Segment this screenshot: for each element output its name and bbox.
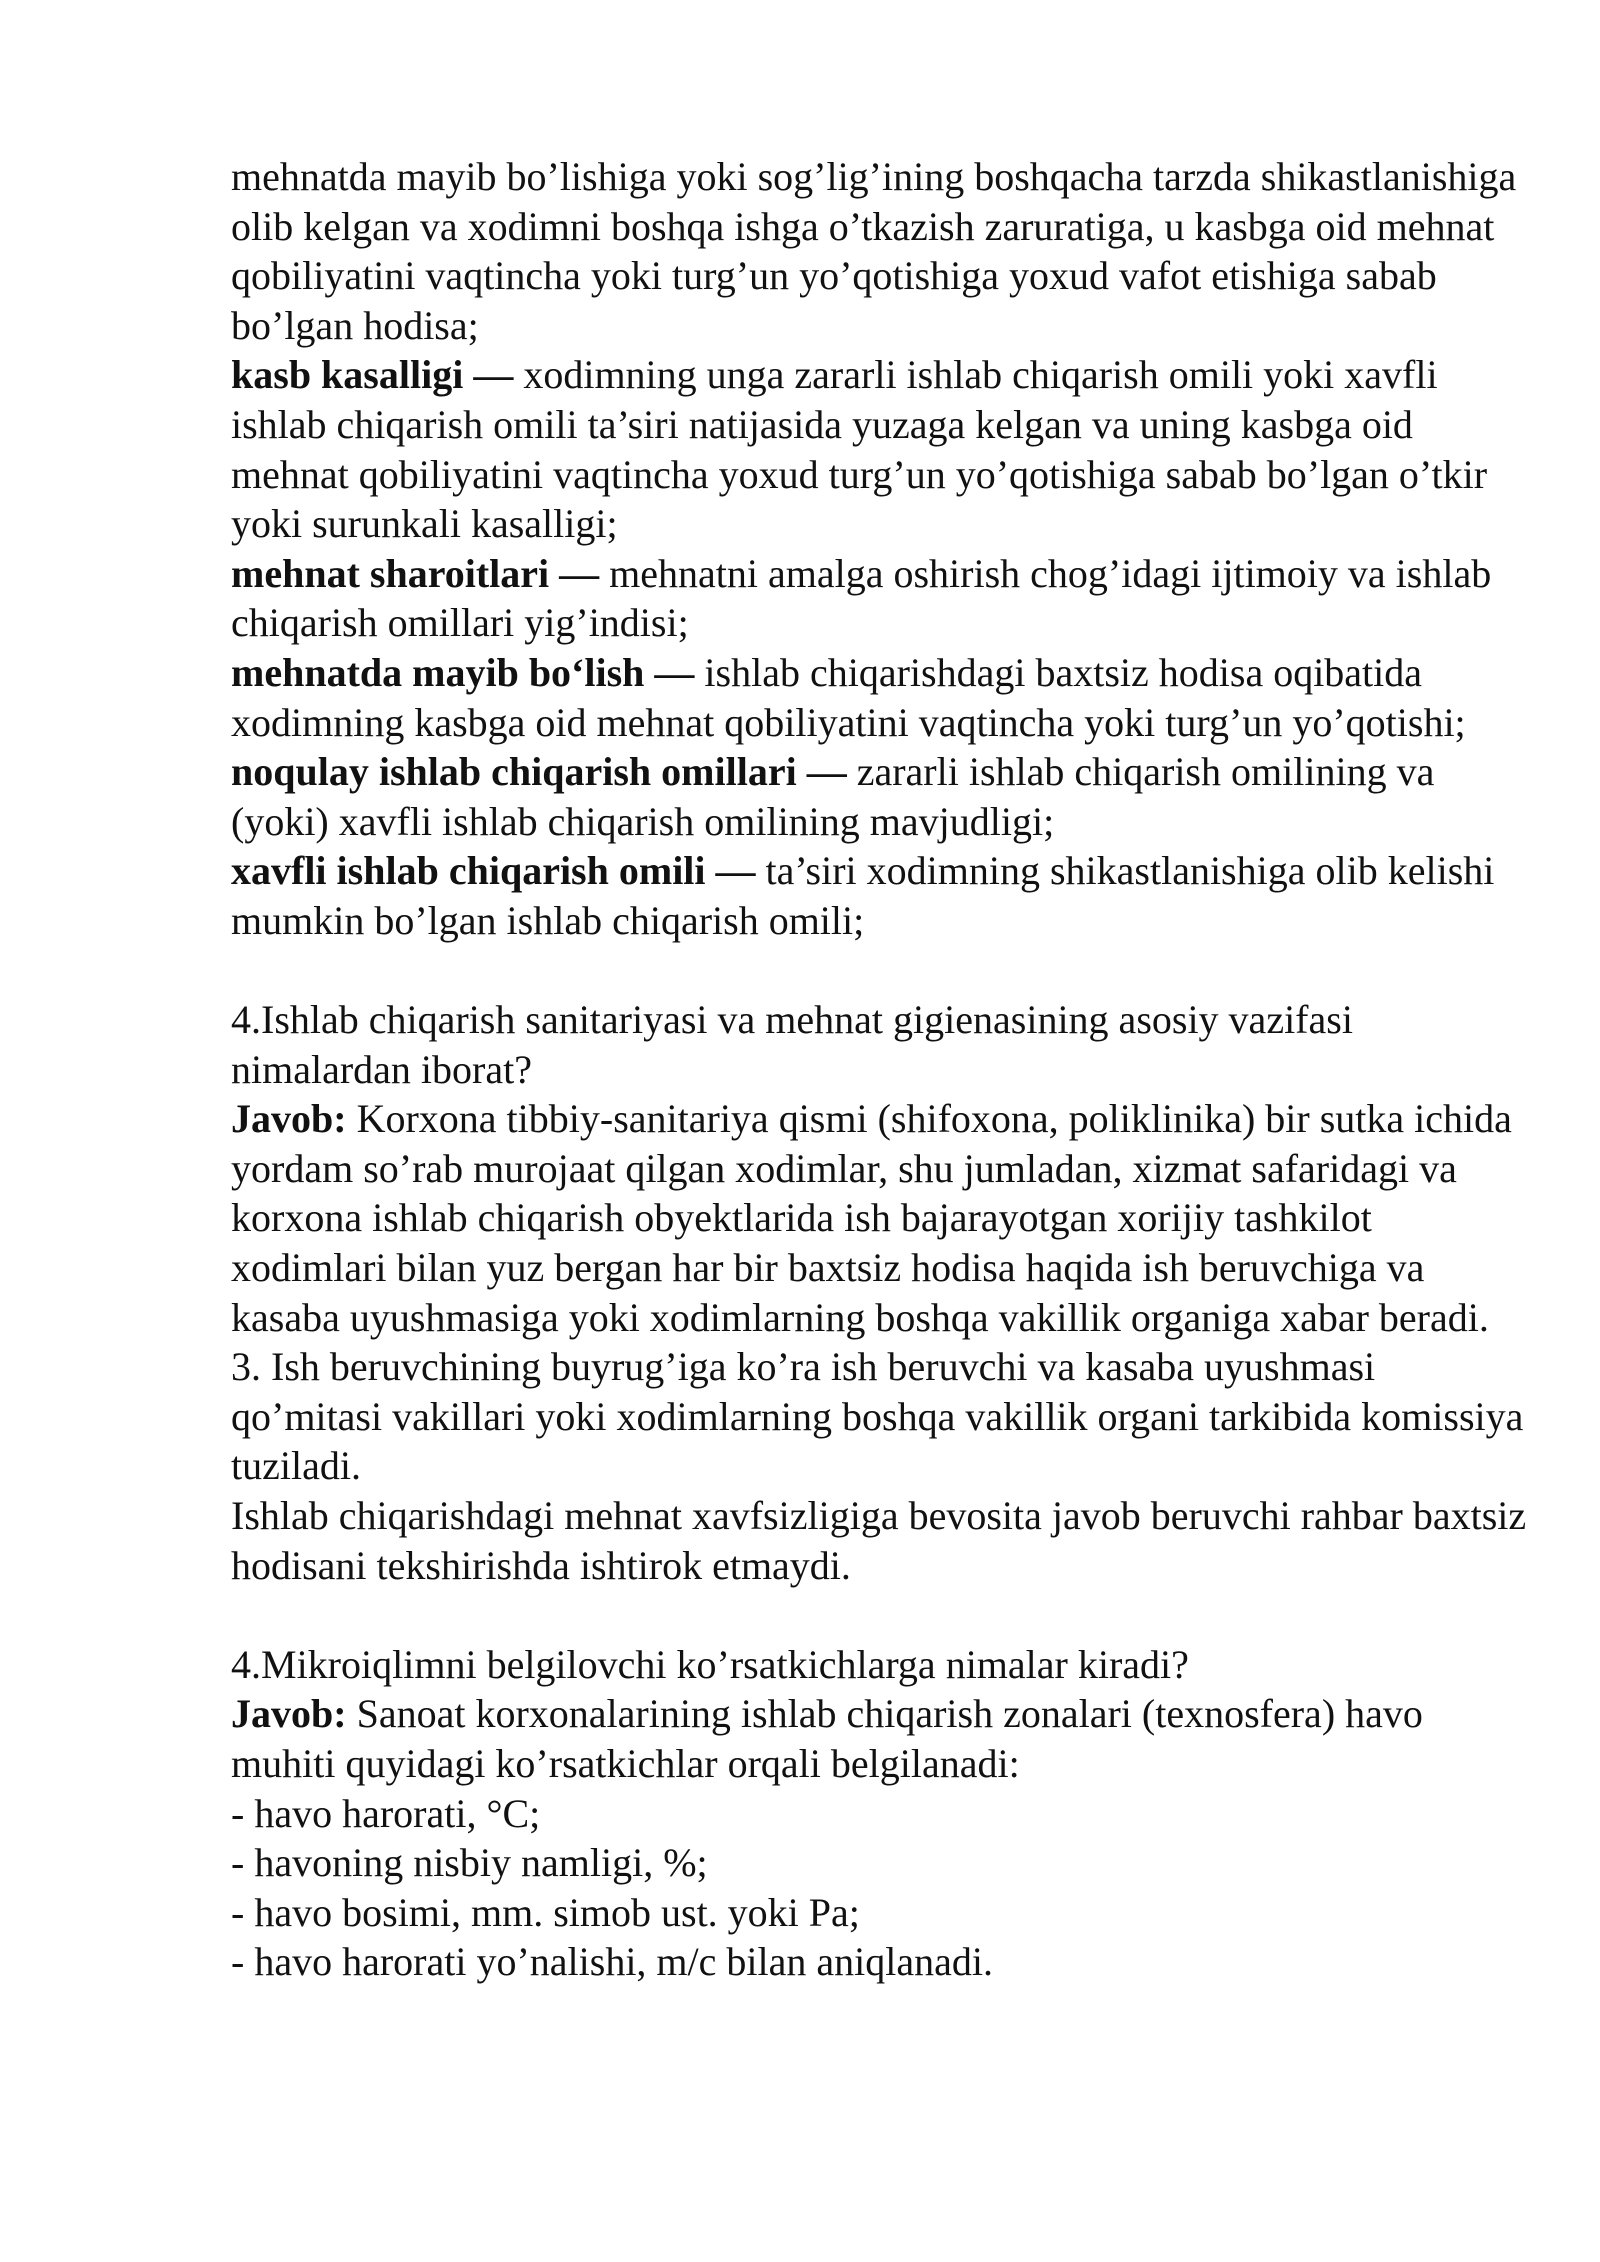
list-item: - havoning nisbiy namligi, %; xyxy=(231,1840,708,1886)
answer-paragraph xyxy=(231,1689,1531,1788)
definition-term: mehnatda mayib bo‘lish — xyxy=(231,649,695,695)
definition-term: noqulay ishlab chiqarish omillari — xyxy=(231,749,847,795)
list-item: - havo bosimi, mm. simob ust. yoki Pa; xyxy=(231,1889,860,1935)
definition-text: ta’siri xodimning shikastlanishiga olib kelishi mumkin bo’lgan ishlab chiqarish omili; xyxy=(231,848,1495,943)
document-page xyxy=(231,152,1531,1987)
definition-term: xavfli ishlab chiqarish omili — xyxy=(231,848,756,894)
definition-term: kasb kasalligi — xyxy=(231,352,514,398)
answer-text: Sanoat korxonalarining ishlab chiqarish zonalari (texnosfera) havo muhiti quyidagi ko’rsatkichlar orqali belgilanadi: xyxy=(231,1691,1423,1786)
definition-text: mehnatni amalga oshirish chog’idagi ijtimoiy va ishlab chiqarish omillari yig’indisi; xyxy=(231,550,1492,646)
definition-text: ishlab chiqarishdagi baxtsiz hodisa oqibatida xodimning kasbga oid mehnat qobiliyatini vaqtincha yoki turg’un yo’qotishi; xyxy=(231,649,1466,745)
answer-label: Javob: xyxy=(231,1691,347,1737)
definition-kasb-kasalligi xyxy=(231,350,1531,548)
definition-mehnat-sharoitlari xyxy=(231,549,1531,648)
blank-line xyxy=(231,946,1531,996)
definition-term: mehnat sharoitlari — xyxy=(231,550,600,596)
list-item: - havo harorati yo’nalishi, m/c bilan aniqlanadi. xyxy=(231,1939,993,1985)
question-heading: 4.Mikroiqlimni belgilovchi ko’rsatkichlarga nimalar kiradi? xyxy=(231,1641,1189,1687)
definition-text: xodimning unga zararli ishlab chiqarish omili yoki xavfli ishlab chiqarish omili ta’siri natijasida yuzaga kelgan va uning kasbga oid mehnat qobiliyatini vaqtincha yoxud turg’un yo’qotishiga sabab bo’lgan o’tkir yoki surunkali kasalligi; xyxy=(231,352,1488,547)
note-paragraph: Ishlab chiqarishdagi mehnat xavfsizligiga bevosita javob beruvchi rahbar baxtsiz hodisani tekshirishda ishtirok etmaydi. xyxy=(231,1493,1527,1588)
answer-paragraph xyxy=(231,1094,1531,1342)
point-paragraph: 3. Ish beruvchining buyrug’iga ko’ra ish beruvchi va kasaba uyushmasi qo’mitasi vakillari yoki xodimlarning boshqa vakillik organi tarkibida komissiya tuziladi. xyxy=(231,1344,1524,1489)
question-heading: 4.Ishlab chiqarish sanitariyasi va mehnat gigienasining asosiy vazifasi nimalardan iborat? xyxy=(231,997,1353,1092)
list-item: - havo harorati, °C; xyxy=(231,1790,541,1836)
answer-text: Korxona tibbiy-sanitariya qismi (shifoxona, poliklinika) bir sutka ichida yordam so’rab murojaat qilgan xodimlar, shu jumladan, xizmat safaridagi va korxona ishlab chiqarish obyektlarida ish bajarayotgan xorijiy tashkilot xodimlari bilan yuz bergan har bir baxtsiz hodisa haqida ish beruvchiga va kasaba uyushmasiga yoki xodimlarning boshqa vakillik organiga xabar beradi. xyxy=(231,1096,1512,1340)
answer-label: Javob: xyxy=(231,1096,347,1142)
blank-line xyxy=(231,1590,1531,1640)
definition-xavfli-omil xyxy=(231,846,1531,945)
definition-text: zararli ishlab chiqarish omilining va (yoki) xavfli ishlab chiqarish omilining mavjudligi; xyxy=(231,749,1435,844)
definition-mehnatda-mayib-bolish xyxy=(231,648,1531,747)
intro-paragraph: mehnatda mayib bo’lishiga yoki sog’lig’ining boshqacha tarzda shikastlanishiga olib kelgan va xodimni boshqa ishga o’tkazish zaruratiga, u kasbga oid mehnat qobiliyatini vaqtincha yoki turg’un yo’qotishiga yoxud vafot etishiga sabab bo’lgan hodisa; xyxy=(231,154,1517,348)
definition-noqulay-omillar xyxy=(231,747,1531,846)
